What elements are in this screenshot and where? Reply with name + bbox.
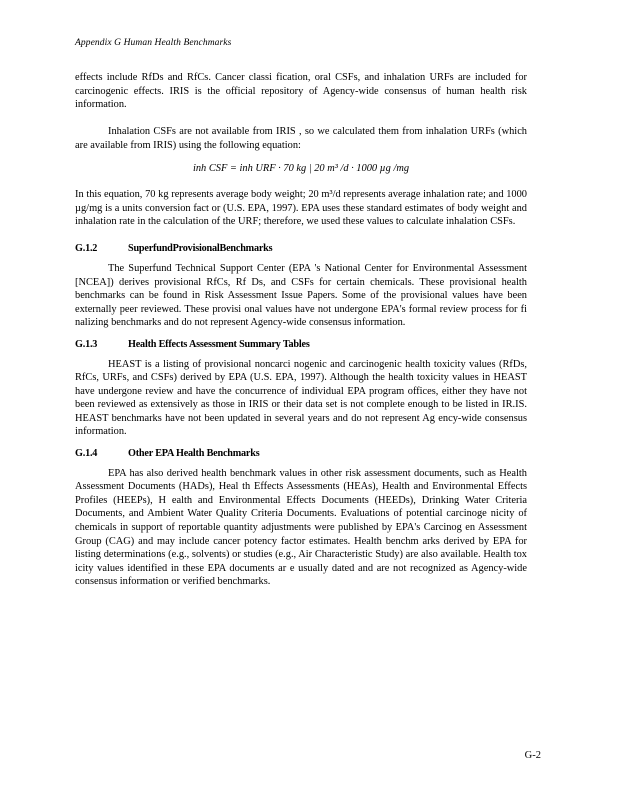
equation-inh-csf: inh CSF = inh URF · 70 kg | 20 m³ /d · 1000 µg /mg	[192, 163, 410, 175]
section-number: G.1.3	[75, 338, 98, 350]
running-header: Appendix G Human Health Benchmarks	[75, 38, 232, 48]
paragraph-other-benchmarks: EPA has also derived health benchmark values in other risk assessment documents, such as Health Assessment Documents (HADs), Heal th Effects Assessments (HEAs), Health and Environmental Effects Profiles (HEEPs), H ealth and Environmental Effects Documents (HEEDs), Drinking Water Criteria Documents, and Ambient Water Quality Criteria Documents. Evaluations of potential carcinoge nicity of chemicals in support of reportable quantity adjustments were published by EPA's Carcinog en Assessment Group (CAG) and may include cancer potency factor estimates. Health benchm arks derived by EPA for listing determinations (e.g., solvents) or studies (e.g., Air Characteristic Study) are also available. Health tox icity values identified in these EPA documents ar e usually dated and are not recognized as Agency-wide consensus information or verified benchmarks.	[75, 467, 527, 588]
paragraph-intro-continued: effects include RfDs and RfCs. Cancer classi fication, oral CSFs, and inhalation URFs are included for carcinogenic effects. IRIS is the official repository of Agency-wide consensus of human health risk information.	[75, 72, 527, 111]
section-number: G.1.2	[75, 243, 98, 255]
body-content	[75, 71, 527, 589]
paragraph-equation-explanation: In this equation, 70 kg represents average body weight; 20 m³/d represents average inhalation rate; and 1000 µg/mg is a units conversion fact or (U.S. EPA, 1997). EPA uses these standard estimates of body weight and inhalation rate in the calculation of the URF; therefore, we used these values to calculate inhalation CSFs.	[75, 189, 527, 228]
section-title: SuperfundProvisionalBenchmarks	[128, 243, 273, 255]
section-title: Other EPA Health Benchmarks	[128, 448, 260, 460]
section-number: G.1.4	[75, 448, 98, 460]
section-heading-g13	[75, 338, 527, 352]
paragraph-superfund: The Superfund Technical Support Center (EPA 's National Center for Environmental Assessment [NCEA]) derives provisional RfCs, Rf Ds, and CSFs for certain chemicals. These provisional health benchmarks can be found in Risk Assessment Issue Papers. Some of the provisional values have been externally peer reviewed. These provisi onal values have not undergone EPA's formal review process for fi nalizing benchmarks and do not represent Agency-wide consensus information.	[75, 262, 527, 329]
section-heading-g12	[75, 242, 527, 256]
paragraph-heast: HEAST is a listing of provisional noncarci nogenic and carcinogenic health toxicity values (RfDs, RfCs, URFs, and CSFs) derived by EPA (U.S. EPA, 1997). Although the health toxicity values in HEAST have undergone review and have the concurrence of individual EPA program offices, either they have not been reviewed as extensively as those in IRIS or their data set is not complete enough to be listed in IR.IS. HEAST benchmarks have not been updated in several years and do not represent Ag ency-wide consensus information.	[75, 358, 527, 438]
page-number: G-2	[524, 750, 541, 761]
section-heading-g14	[75, 447, 527, 461]
paragraph-inhalation-csf: Inhalation CSFs are not available from IRIS , so we calculated them from inhalation URFs (which are available from IRIS) using the following equation:	[75, 126, 527, 151]
section-title: Health Effects Assessment Summary Tables	[128, 338, 310, 350]
